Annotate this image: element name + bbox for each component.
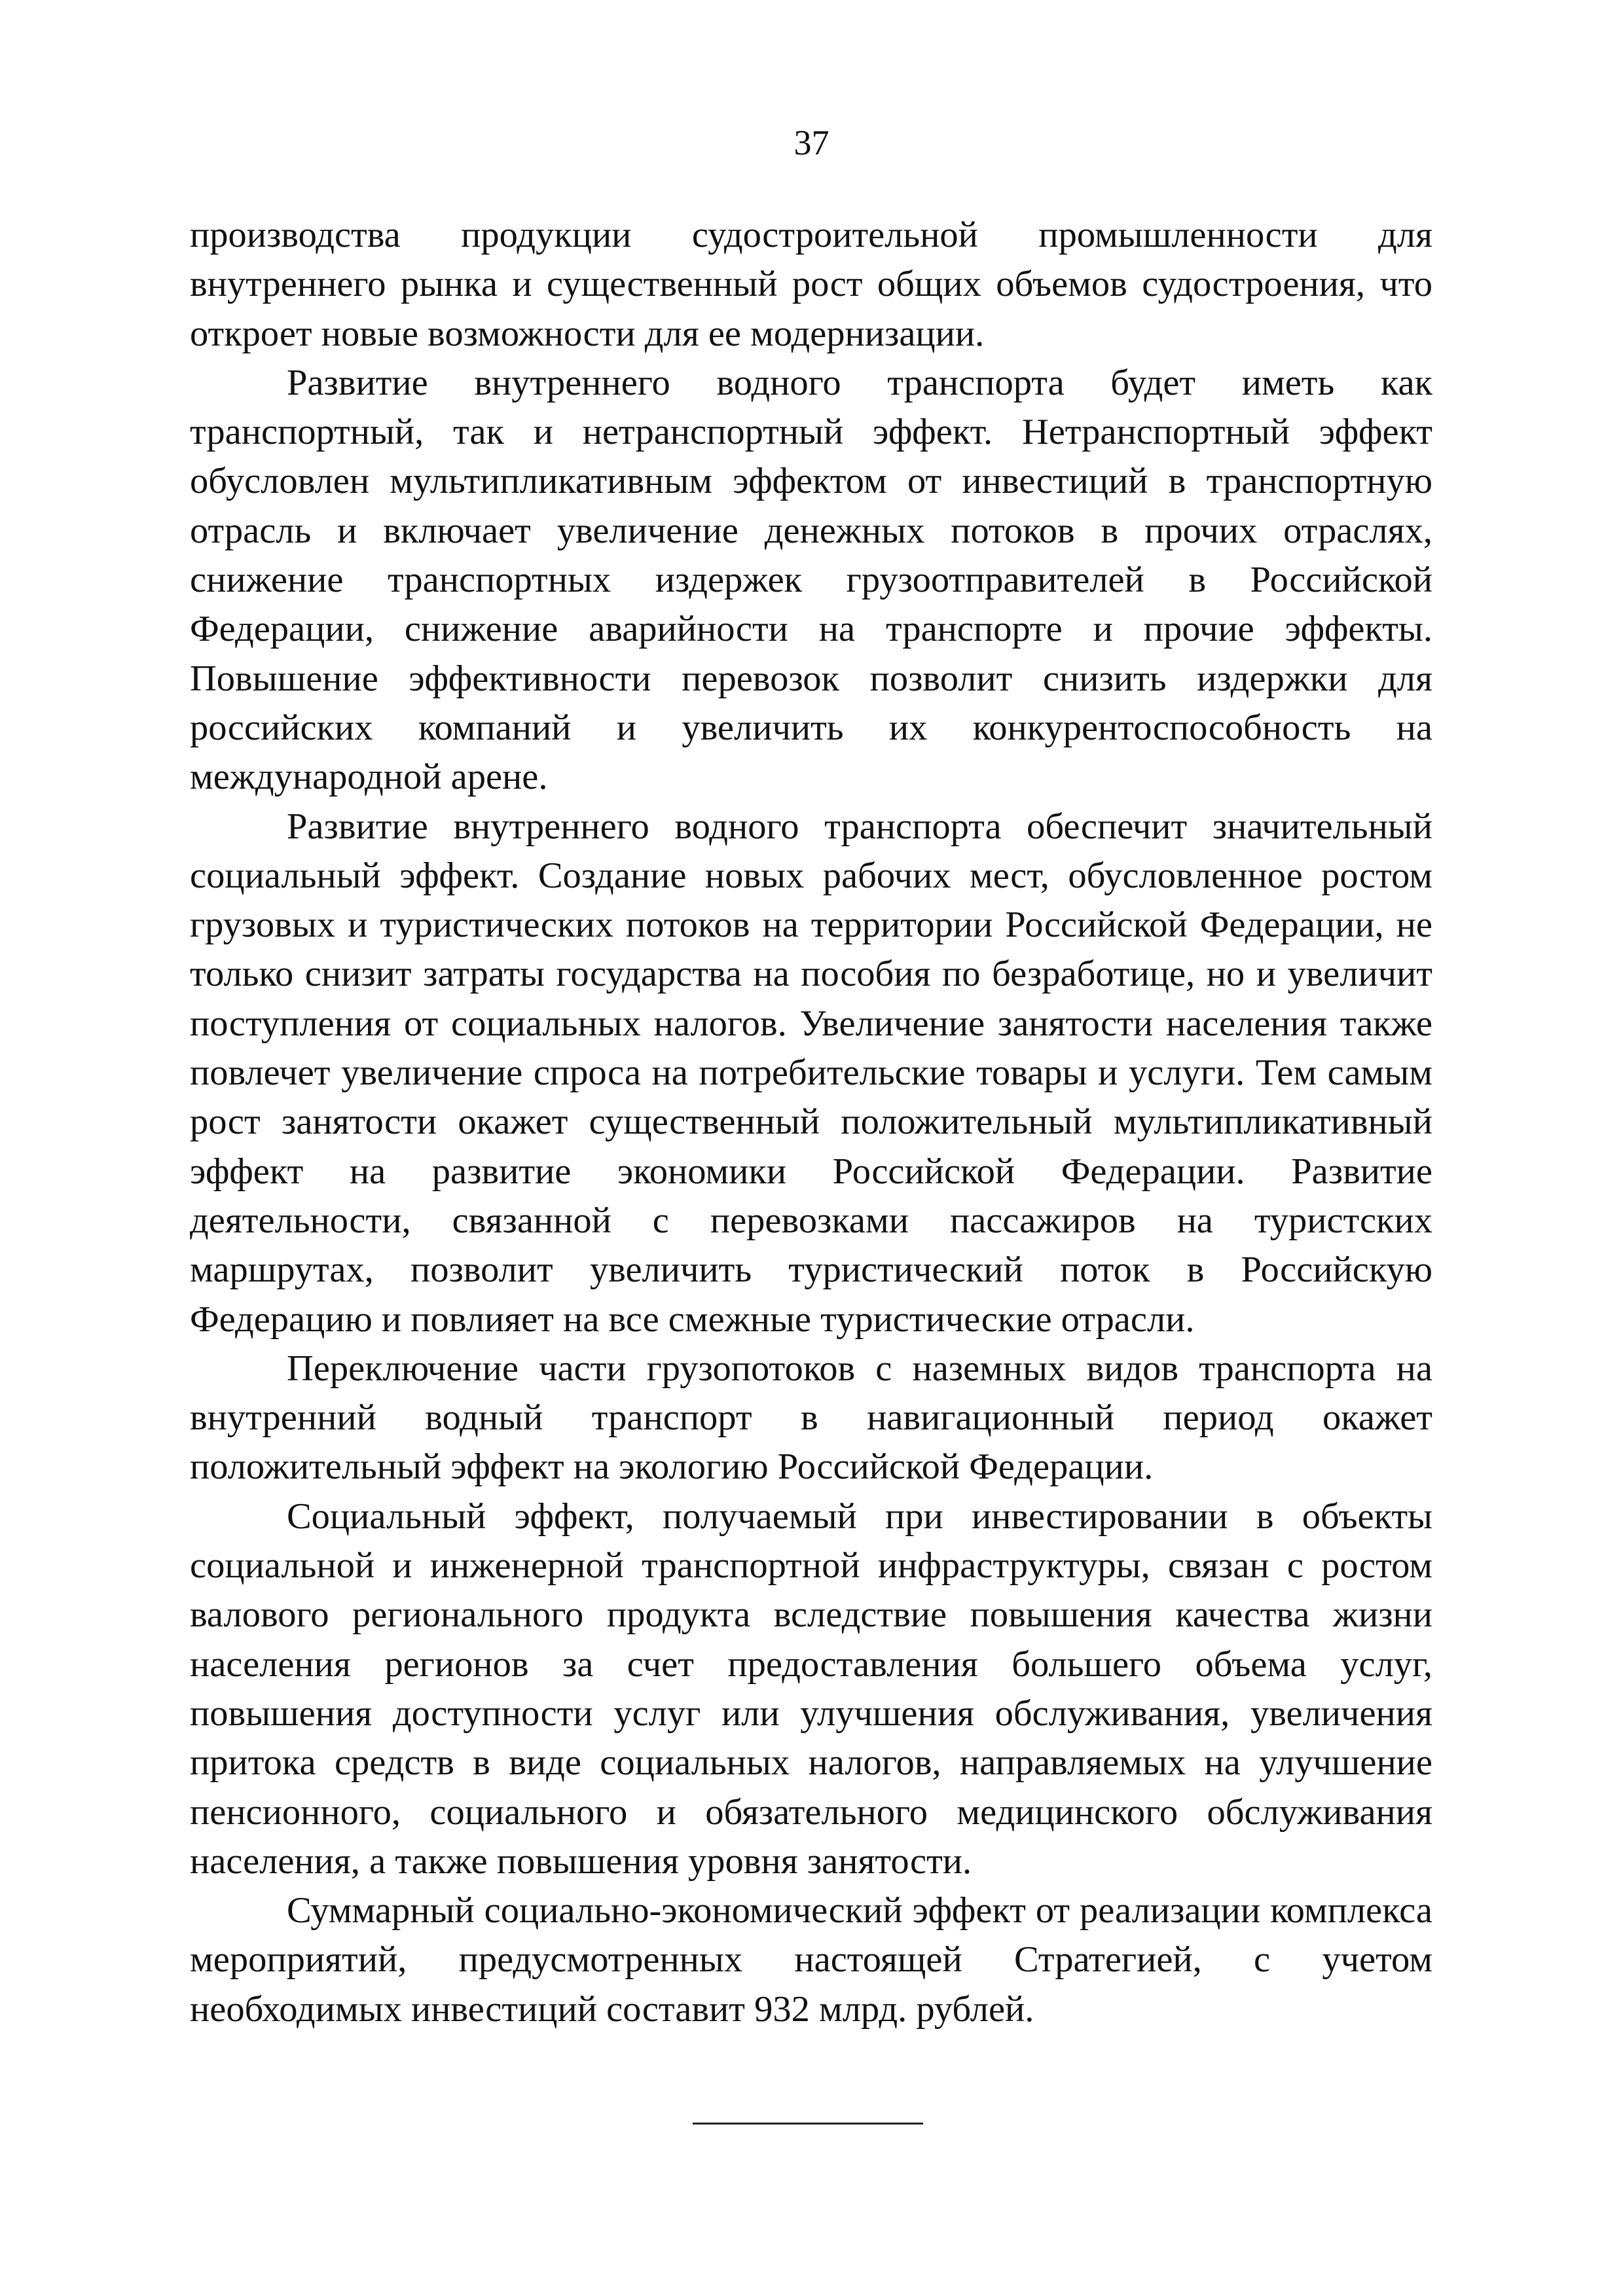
paragraph-transport-effect: Развитие внутреннего водного транспорта будет иметь как транспортный, так и нетранспортный эффект. Нетранспортный эффект обусловлен мультипликативным эффектом от инвестиций в транспортную отрасль и включает увеличение денежных потоков в прочих отраслях, снижение транспортных издержек грузоотправителей в Российской Федерации, снижение аварийности на транспорте и прочие эффекты. Повышение эффективности перевозок позволит снизить издержки для российских компаний и увеличить их конкурентоспособность на международной арене. [190, 362, 1432, 798]
paragraph-continuation: производства продукции судостроительной промышленности для внутреннего рынка и существенный рост общих объемов судостроения, что откроет новые возможности для ее модернизации. [190, 215, 1432, 354]
paragraph-social-effect: Развитие внутреннего водного транспорта обеспечит значительный социальный эффект. Создание новых рабочих мест, обусловленное ростом грузовых и туристических потоков на территории Российской Федерации, не только снизит затраты государства на пособия по безработице, но и увеличит поступления от социальных налогов. Увеличение занятости населения также повлечет увеличение спроса на потребительские товары и услуги. Тем самым рост занятости окажет существенный положительный мультипликативный эффект на развитие экономики Российской Федерации. Развитие деятельности, связанной с перевозками пассажиров на туристских маршрутах, позволит увеличить туристический поток в Российскую Федерацию и повлияет на все смежные туристические отрасли. [190, 806, 1432, 1340]
end-divider-line [693, 2123, 923, 2125]
paragraph-infrastructure-effect: Социальный эффект, получаемый при инвестировании в объекты социальной и инженерной транспортной инфраструктуры, связан с ростом валового регионального продукта вследствие повышения качества жизни населения регионов за счет предоставления большего объема услуг, повышения доступности услуг или улучшения обслуживания, увеличения притока средств в виде социальных налогов, направляемых на улучшение пенсионного, социального и обязательного медицинского обслуживания населения, а также повышения уровня занятости. [190, 1496, 1432, 1882]
paragraph-ecology-effect: Переключение части грузопотоков с наземных видов транспорта на внутренний водный транспорт в навигационный период окажет положительный эффект на экологию Российской Федерации. [190, 1348, 1432, 1488]
paragraph-total-effect: Суммарный социально-экономический эффект от реализации комплекса мероприятий, предусмотренных настоящей Стратегией, с учетом необходимых инвестиций составит 932 млрд. рублей. [190, 1890, 1432, 2030]
page-number: 37 [793, 123, 830, 162]
body-text [190, 211, 1432, 2034]
